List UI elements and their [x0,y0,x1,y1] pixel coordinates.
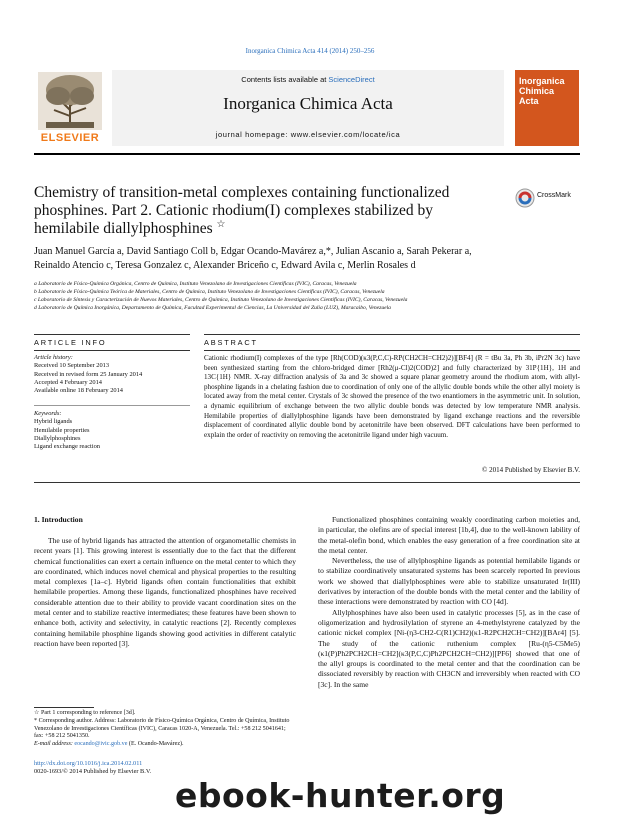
elsevier-wordmark: ELSEVIER [40,132,100,144]
watermark-text: ebook-hunter.org [175,776,506,815]
affiliation-b: b Laboratorio de Físico-Química Teórica de Materiales, Centro de Química, Instituto Venezolano de Investigaciones Científicas (IVIC), Caracas, Venezuela [34,289,385,295]
abstract-bottom-rule [34,482,580,483]
article-history: Article history: Received 10 September 2013 Received in revised form 25 January 2014 Accepted 4 February 2014 Available online 18 February 2014 [34,354,190,395]
intro-paragraph-1: The use of hybrid ligands has attracted the attention of organometallic chemists in recent years [1]. This growing interest is essentially due to the fact that the different chemical functionalities can exert a certain influence on the metal center to which they are coordinated, which induces novel chemical and physical properties to the resulting metal complexes [1a–c]. Hybrid ligands often contain functionalities that exhibit hemilabile properties. Among these ligands, functionalized phosphines have received considerable attention due to their ability to provide vacant coordination sites on the metal center and to stabilize reactive intermediates; these features have been shown to enhance both, activity and selectivity, in catalytic reactions [2]. Recently complexes containing hemilabile phosphine ligands showing good activities in different catalytic reaction have been reported [3]. [34,536,296,648]
history-received: Received 10 September 2013 [34,362,110,370]
footnotes [34,710,296,749]
footnote-rule [34,707,94,708]
issn-line: 0020-1693/© 2014 Published by Elsevier B.V. [34,768,152,775]
doi-block [34,760,151,776]
header-divider [34,153,580,155]
info-mid-rule [34,405,190,406]
abstract-heading: ABSTRACT [204,338,258,347]
journal-title: Inorganica Chimica Acta [223,94,393,113]
keyword-item: Diallylphosphines [34,434,81,442]
affiliation-d: d Laboratorio de Química Inorgánica, Departamento de Química, Facultad Experimental de Ciencias, La Universidad del Zulia (LUZ), Maracaibo, Venezuela [34,305,391,311]
author-list: Juan Manuel García a, David Santiago Coll b, Edgar Ocando-Mavárez a,*, Julian Ascanio a, Sarah Pekerar a, Reinaldo Atencio c, Teresa Gonzalez c, Alexander Briceño c, Edward Avila c, Merlin Rosales d [34,246,472,271]
abstract-heading-rule [204,350,580,351]
footnote-corresponding: * Corresponding author. Address: Laboratorio de Físico-Química Orgánica, Centro de Química, Instituto Venezolano de Investigaciones Científicas (IVIC), Caracas 1020-A, Venezuela. Tel.: +58 212 5041641; fax: +58 212 5041350. [34,717,290,740]
doi-link[interactable]: http://dx.doi.org/10.1016/j.ica.2014.02.011 [34,760,143,767]
keyword-item: Hybrid ligands [34,418,73,426]
body-right-column [318,515,580,690]
email-link[interactable]: eocando@ivic.gob.ve [74,741,128,748]
info-heading-rule [34,350,190,351]
contents-available-line: Contents lists available at ScienceDirect [241,75,375,84]
footnote-star: ☆ Part 1 corresponding to reference [3d]. [34,710,136,716]
history-accepted: Accepted 4 February 2014 [34,378,102,386]
intro-paragraph-4: Allylphosphines have also been used in catalytic processes [5], as in the case of oligomerization and hydrosilylation of styrene an 4-methylstyrene catalyzed by the cationic nickel complex [Ni-(η3-CH2-C(R1)CH2)(κ1-R2PCH2CH=CH2)][BAr4] [5]. The study of the cationic ruthenium complex [Ru-(η5-C5Me5)(κ1(P)Ph2PCH2CH=CH2](κ3(P,C,C)Ph2PCH2CH=CH2)][PF6] showed that one of the allyl groups is coordinated to the metal center and that the coordination can be dissociated reversibly by reaction with CH3CN and irreversibly when reacted with CO [3c]. In the same [318,607,580,689]
abstract-text: Cationic rhodium(I) complexes of the type [Rh(COD)(κ3(P,C,C)-RP(CH2CH=CH2)2)][BF4] (R = tBu 3a, Ph 3b, iPr2N 3c) have been synthesized starting from the chloro-bridged dimer [Rh2(μ-Cl)2(COD)2] and fully characterized by 31P{1H}, 1H and 13C{1H} NMR. X-ray diffraction analysis of 3a and 3c showed a square planar geometry around the rhodium atom, with allyl-phosphine ligands in a chelating fashion due to coordination of only one of the allylic double bonds while the other allyl moiety is located away from the metal center. Crystals of 3c showed the presence of the two enantiomers in the asymmetric unit. In solution, a dynamic equilibrium of exchange between the two allylic double bonds was detected by low temperature NMR analysis. Hemilabile properties of diallylphosphine ligands have been demonstrated by ligand exchange reactions and the reversible displacement of coordinated allylic double bond by acetonitrile have been observed. DFT calculations have been performed to explain the order of reactivity on removing the acetonitrile ligand under high vacuum. [204,354,580,439]
article-info-heading: ARTICLE INFO [34,338,107,347]
body-left-column [34,536,296,649]
affiliation-c: c Laboratorio de Síntesis y Caracterización de Nuevos Materiales, Centro de Química, Instituto Venezolano de Investigaciones Científicas (IVIC), Caracas, Venezuela [34,297,408,303]
intro-paragraph-3: Nevertheless, the use of allylphosphine ligands as potential hemilabile ligands or to stabilize coordinatively unsaturated systems has been scarcely reported In previous work we showed that diallylphosphines were able to stabilize unsaturated Ir(III) derivatives by interaction of the double bonds with the metal center and the lability of these interactions were demonstrated by reaction with CO [4d]. [318,556,580,607]
journal-reference-link[interactable]: Inorganica Chimica Acta 414 (2014) 250–256 [245,47,375,55]
info-top-rule [34,334,190,335]
keywords-block: Keywords: Hybrid ligands Hemilabile properties Diallylphosphines Ligand exchange reaction [34,410,190,451]
sciencedirect-link[interactable]: ScienceDirect [328,75,375,84]
cover-title: Inorganica Chimica Acta [519,76,565,106]
title-footnote-star[interactable]: ☆ [216,218,226,230]
footnote-email: E-mail address: eocando@ivic.gob.ve (E. Ocando-Mavárez). [34,741,184,748]
affiliation-a: a Laboratorio de Físico-Química Orgánica, Centro de Química, Instituto Venezolano de Investigaciones Científicas (IVIC), Caracas, Venezuela [34,281,357,287]
section-title-introduction: 1. Introduction [34,515,83,524]
history-online: Available online 18 February 2014 [34,387,123,395]
history-revised: Received in revised form 25 January 2014 [34,370,143,378]
crossmark-icon[interactable] [515,188,535,208]
article-title: Chemistry of transition-metal complexes containing functionalized phosphines. Part 2. Cationic rhodium(I) complexes stabilized by hemilabile diallylphosphines ☆ [34,184,450,237]
abstract-copyright: © 2014 Published by Elsevier B.V. [482,466,580,474]
crossmark-label[interactable]: CrossMark [537,192,571,199]
keyword-item: Hemilabile properties [34,426,90,434]
journal-homepage[interactable]: journal homepage: www.elsevier.com/locate/ica [215,130,401,139]
abstract-top-rule [204,334,580,335]
intro-paragraph-2: Functionalized phosphines containing weakly coordinating carbon moieties and, in particular, the olefins are of special interest [1b,4], due to the well-known lability of the metal-olefin bond, which enables the easy generation of a free coordination site at the metal center. [318,515,580,555]
keyword-item: Ligand exchange reaction [34,443,101,451]
